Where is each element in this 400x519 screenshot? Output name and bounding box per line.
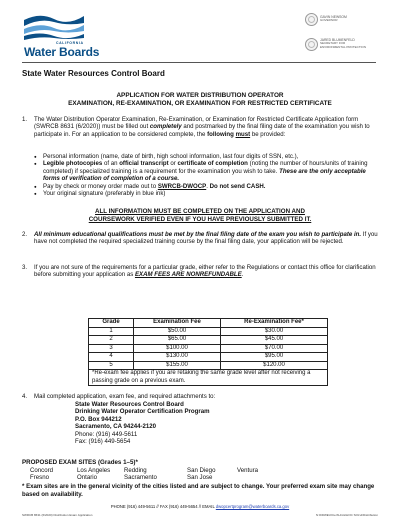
bullet-text: or bbox=[168, 160, 178, 168]
governor-name: GAVIN NEWSOM bbox=[320, 15, 347, 19]
bullet-bold: official transcript bbox=[119, 160, 169, 168]
form-title-line-2: EXAMINATION, RE-EXAMINATION, OR EXAMINATION FOR RESTRICTED CERTIFICATE bbox=[68, 100, 332, 107]
footer-form-id: SWRCB 8631 (6/2020) Distribution Exam Application bbox=[22, 513, 93, 517]
instruction-number: 1. bbox=[22, 116, 28, 123]
exam-fee-cell: $50.00 bbox=[134, 327, 221, 336]
logo-state-text: CALIFORNIA bbox=[56, 41, 84, 45]
form-title-line-1: APPLICATION FOR WATER DISTRIBUTION OPERATOR bbox=[116, 92, 284, 99]
column-header-exam-fee: Examination Fee bbox=[134, 319, 221, 328]
instruction-2 bbox=[22, 231, 378, 246]
bullet-bold-italic: These are the only acceptable forms of verification of completion of a course. bbox=[43, 167, 366, 183]
payee-name: SWRCB-DWOCP bbox=[157, 182, 207, 190]
exam-site: Redding bbox=[124, 467, 147, 474]
bullet-text: of an bbox=[102, 160, 120, 168]
bullet-text: . bbox=[206, 182, 210, 190]
list-item bbox=[34, 153, 378, 160]
bullet-bold: certificate of completion bbox=[177, 160, 248, 168]
exam-fee-cell: $130.00 bbox=[134, 353, 221, 362]
instruction-1-be-provided: be provided: bbox=[251, 130, 286, 138]
list-item bbox=[34, 190, 378, 197]
reexam-fee-cell: $70.00 bbox=[221, 344, 328, 353]
instruction-4 bbox=[22, 393, 378, 400]
instruction-1-text-a: The Water Distribution Operator Examination, Re-Examination, or Examination for Restricted Certificate Application form (SWRCB 8631 (6/2020)) must be filled out bbox=[34, 116, 359, 131]
notice-line-1: ALL INFORMATION MUST BE COMPLETED ON THE APPLICATION AND bbox=[95, 208, 305, 215]
bullet-text: Your original signature (preferably in blue ink) bbox=[43, 190, 166, 198]
instruction-1-text-b: and postmarked by the final filing date of the examination you wish to participate in. For an application to be considered complete, the bbox=[34, 123, 370, 138]
exam-fee-cell: $100.00 bbox=[134, 344, 221, 353]
grade-cell: 1 bbox=[89, 327, 134, 336]
exam-site: Fresno bbox=[30, 474, 49, 482]
reexam-fee-cell: $30.00 bbox=[221, 327, 328, 336]
instruction-2-bold: All minimum educational qualifications must be met by the final filing date of the exam you wish to participate in. bbox=[34, 231, 362, 238]
governor-block bbox=[320, 15, 347, 23]
address-line: State Water Resources Control Board bbox=[75, 401, 184, 408]
governor-title: GOVERNOR bbox=[320, 18, 338, 22]
list-item bbox=[34, 183, 378, 190]
address-line: P.O. Box 944212 bbox=[75, 415, 122, 423]
instruction-number: 3. bbox=[22, 264, 28, 271]
exam-fee-cell: $65.00 bbox=[134, 336, 221, 345]
table-row bbox=[89, 336, 328, 345]
table-row bbox=[89, 353, 328, 362]
grade-cell: 4 bbox=[89, 353, 134, 362]
email-link[interactable]: dwopcertprogram@waterboards.ca.gov bbox=[215, 504, 290, 509]
bullet-text: Personal information (name, date of birth, high school information, last four digits of SSN, etc.), bbox=[43, 153, 299, 160]
secretary-title-1: SECRETARY FOR bbox=[320, 41, 346, 45]
column-header-grade: Grade bbox=[89, 319, 134, 328]
exam-fee-cell: $155.00 bbox=[134, 361, 221, 370]
reexam-fee-cell: $95.00 bbox=[221, 353, 328, 362]
column-header-reexam-fee: Re-Examination Fee* bbox=[221, 319, 328, 328]
mailing-address bbox=[75, 401, 210, 445]
exam-site: Ventura bbox=[237, 467, 259, 474]
instruction-1-following: following bbox=[207, 130, 234, 138]
instruction-3-text: If you are not sure of the requirements for a particular grade, either refer to the Regulations or contact this office for clarification before submitting your application as bbox=[34, 264, 376, 279]
requirements-list bbox=[34, 153, 378, 197]
logo-name-text: Water Boards bbox=[24, 45, 100, 59]
table-header-row bbox=[89, 319, 328, 328]
instruction-number: 4. bbox=[22, 393, 28, 400]
water-boards-logo bbox=[22, 10, 102, 59]
notice-line-2: COURSEWORK VERIFIED EVEN IF YOU HAVE PREVIOUSLY SUBMITTED IT. bbox=[88, 216, 312, 223]
secretary-title-2: ENVIRONMENTAL PROTECTION bbox=[320, 44, 367, 49]
reexam-fee-cell: $120.00 bbox=[221, 361, 328, 370]
board-name: State Water Resources Control Board bbox=[22, 69, 165, 78]
governor-seal-icon bbox=[305, 13, 318, 26]
bullet-bold: Do not send CASH. bbox=[209, 182, 266, 190]
contact-text: PHONE (916) 449-5611 // FAX (916) 449-5654 // EMAIL bbox=[110, 504, 215, 509]
grade-cell: 2 bbox=[89, 336, 134, 345]
exam-site: Concord bbox=[30, 467, 54, 474]
calepa-seal-icon bbox=[305, 38, 318, 51]
secretary-block bbox=[320, 38, 366, 49]
instruction-3 bbox=[22, 264, 378, 279]
reexam-fee-cell: $45.00 bbox=[221, 336, 328, 345]
secretary-name: JARED BLUMENFELD bbox=[320, 38, 355, 42]
instruction-1-must: must bbox=[235, 130, 251, 138]
instruction-2-text: If you have not completed the required specialized training course by the final filing date, your application will be rejected. bbox=[34, 231, 378, 246]
grade-cell: 3 bbox=[89, 344, 134, 353]
instruction-4-text: Mail completed application, exam fee, and required attachments to: bbox=[34, 393, 216, 400]
mail-phone: Phone: (916) 449-5611 bbox=[75, 430, 138, 438]
instruction-1-completely: completely bbox=[149, 123, 182, 131]
exam-sites-heading: PROPOSED EXAM SITES (Grades 1–5)* bbox=[22, 459, 138, 466]
header-divider bbox=[22, 62, 376, 63]
instruction-3-end: . bbox=[241, 271, 244, 279]
exam-sites-note: * Exam sites are in the general vicinity of the cities listed and are subject to change. Your preferred exam site may change based on availability. bbox=[22, 483, 375, 498]
address-line: Sacramento, CA 94244-2120 bbox=[75, 423, 157, 431]
table-row bbox=[89, 344, 328, 353]
exam-site: Sacramento bbox=[124, 474, 157, 482]
bullet-text: Pay by check or money order made out to bbox=[43, 182, 158, 190]
mail-fax: Fax: (916) 449-5654 bbox=[75, 438, 131, 446]
list-item bbox=[34, 160, 378, 182]
wave-logo-icon bbox=[22, 10, 86, 44]
grade-cell: 5 bbox=[89, 361, 134, 370]
exam-site: San Jose bbox=[187, 474, 213, 482]
instruction-1 bbox=[22, 116, 378, 138]
bullet-bold: Legible photocopies bbox=[43, 160, 103, 168]
exam-site: San Diego bbox=[187, 467, 216, 474]
footer-file-path: N:\DDWE\OCert\Units\HOC SOL\2\Distribution bbox=[315, 513, 378, 517]
nonrefundable-warning: EXAM FEES ARE NONREFUNDABLE bbox=[134, 271, 242, 279]
exam-site bbox=[237, 474, 277, 481]
reexam-footnote: *Re-exam fee applies if you are retaking the same grade level after not receiving a passing grade on a previous exam. bbox=[89, 370, 328, 386]
table-row bbox=[89, 327, 328, 336]
exam-sites-list bbox=[30, 467, 277, 481]
exam-site: Ontario bbox=[77, 474, 97, 482]
exam-site: Los Angeles bbox=[77, 467, 111, 474]
address-line: Drinking Water Operator Certification Program bbox=[75, 408, 210, 416]
table-row bbox=[89, 361, 328, 370]
fee-table bbox=[88, 318, 328, 386]
contact-line bbox=[22, 504, 378, 509]
table-footnote-row bbox=[89, 370, 328, 386]
instruction-number: 2. bbox=[22, 231, 28, 238]
bullet-text: (noting the number of hours/units of training completed) if specialized training is a requirement for the examination you wish to take. bbox=[43, 160, 368, 175]
